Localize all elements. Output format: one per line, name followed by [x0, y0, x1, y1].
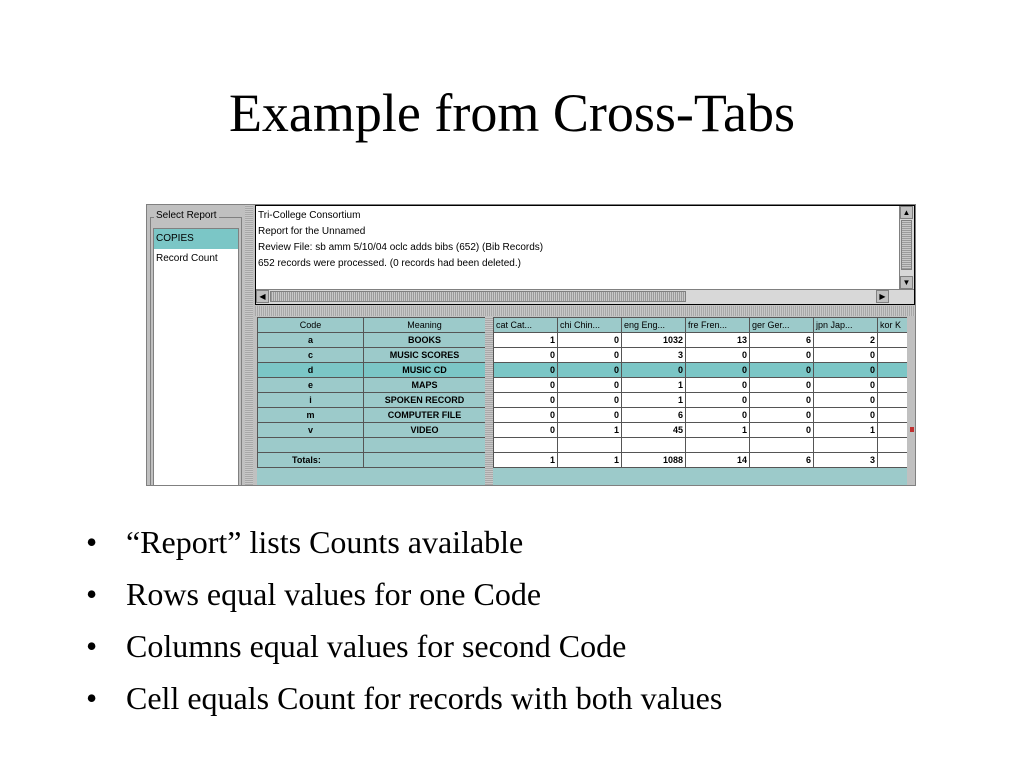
- totals-label: Totals:: [258, 453, 364, 468]
- column-header-jpn[interactable]: jpn Jap...: [814, 318, 878, 333]
- count-cell: 0: [494, 378, 558, 393]
- table-row[interactable]: [494, 393, 908, 408]
- total-cell: 1: [558, 453, 622, 468]
- count-cell: 0: [814, 348, 878, 363]
- blank-cell: [750, 438, 814, 453]
- meaning-cell: COMPUTER FILE: [364, 408, 486, 423]
- slide-title: Example from Cross-Tabs: [228, 83, 796, 143]
- column-header-chi[interactable]: chi Chin...: [558, 318, 622, 333]
- bullet-dot: •: [86, 576, 98, 612]
- count-cell: 0: [558, 363, 622, 378]
- bullet-item: [86, 620, 722, 672]
- count-cell: 0: [814, 363, 878, 378]
- count-cell: [878, 348, 908, 363]
- column-header-fre[interactable]: fre Fren...: [686, 318, 750, 333]
- report-header-text: [258, 208, 892, 272]
- header-horizontal-scrollbar[interactable]: [256, 289, 914, 304]
- count-cell: 0: [750, 423, 814, 438]
- table-row[interactable]: [494, 378, 908, 393]
- scroll-down-arrow-icon[interactable]: ▼: [900, 276, 913, 289]
- blank-cell: [364, 438, 486, 453]
- count-cell: 1: [558, 423, 622, 438]
- bullet-dot: •: [86, 628, 98, 664]
- blank-cell: [258, 438, 364, 453]
- count-cell: 1: [814, 423, 878, 438]
- totals-row: [494, 453, 908, 468]
- grid-splitter[interactable]: [485, 317, 493, 486]
- blank-cell: [686, 438, 750, 453]
- blank-cell: [622, 438, 686, 453]
- count-cell: 0: [558, 393, 622, 408]
- total-cell: 1088: [622, 453, 686, 468]
- count-cell: 1: [622, 393, 686, 408]
- blank-cell: [494, 438, 558, 453]
- count-cell: 0: [686, 378, 750, 393]
- table-row[interactable]: [258, 393, 486, 408]
- report-item-copies[interactable]: COPIES: [154, 229, 238, 249]
- count-cell: 0: [494, 363, 558, 378]
- count-cell: 0: [750, 408, 814, 423]
- code-cell: d: [258, 363, 364, 378]
- report-item-record-count[interactable]: Record Count: [156, 253, 218, 264]
- count-cell: 0: [814, 393, 878, 408]
- count-cell: [878, 363, 908, 378]
- column-header-kor[interactable]: kor K: [878, 318, 908, 333]
- scroll-left-arrow-icon[interactable]: ◀: [256, 290, 269, 303]
- total-cell: [878, 453, 908, 468]
- table-row[interactable]: [258, 423, 486, 438]
- count-cell: 1: [622, 378, 686, 393]
- count-cell: 0: [494, 423, 558, 438]
- report-list[interactable]: [153, 228, 239, 486]
- meaning-cell: SPOKEN RECORD: [364, 393, 486, 408]
- count-cell: 1: [686, 423, 750, 438]
- count-cell: 1032: [622, 333, 686, 348]
- count-cell: 0: [686, 348, 750, 363]
- bullet-text: Rows equal values for one Code: [126, 576, 542, 612]
- header-vertical-scrollbar[interactable]: [899, 206, 914, 290]
- count-cell: 1: [494, 333, 558, 348]
- count-cell: 0: [750, 378, 814, 393]
- blank-cell: [364, 453, 486, 468]
- table-row[interactable]: [258, 378, 486, 393]
- count-cell: 0: [686, 393, 750, 408]
- count-cell: [878, 333, 908, 348]
- table-row-selected[interactable]: [494, 363, 908, 378]
- column-header-eng[interactable]: eng Eng...: [622, 318, 686, 333]
- resize-marker: [910, 427, 914, 432]
- vertical-splitter[interactable]: [245, 205, 253, 486]
- total-cell: 14: [686, 453, 750, 468]
- count-cell: 0: [494, 408, 558, 423]
- count-cell: 0: [686, 408, 750, 423]
- code-cell: a: [258, 333, 364, 348]
- code-cell: e: [258, 378, 364, 393]
- count-cell: 2: [814, 333, 878, 348]
- blank-cell: [558, 438, 622, 453]
- select-report-panel: [147, 205, 245, 486]
- count-cell: 6: [622, 408, 686, 423]
- column-header-meaning[interactable]: Meaning: [364, 318, 486, 333]
- header-line-report: Report for the Unnamed: [258, 226, 366, 237]
- header-line-review-file: Review File: sb amm 5/10/04 oclc adds bibs (652) (Bib Records): [258, 242, 544, 253]
- column-header-code[interactable]: Code: [258, 318, 364, 333]
- bullet-text: “Report” lists Counts available: [126, 524, 524, 560]
- count-cell: 13: [686, 333, 750, 348]
- bullet-text: Cell equals Count for records with both values: [126, 680, 723, 716]
- blank-cell: [814, 438, 878, 453]
- bullet-item: [86, 516, 722, 568]
- select-report-label: Select Report: [156, 210, 217, 221]
- count-grid: [493, 317, 907, 486]
- table-row[interactable]: [494, 348, 908, 363]
- crosstab-window: [146, 204, 916, 486]
- bullet-dot: •: [86, 680, 98, 716]
- code-cell: v: [258, 423, 364, 438]
- horizontal-scroll-thumb[interactable]: [270, 291, 686, 302]
- count-cell: 3: [622, 348, 686, 363]
- total-cell: 1: [494, 453, 558, 468]
- count-cell: 0: [558, 348, 622, 363]
- table-row[interactable]: [258, 408, 486, 423]
- code-cell: i: [258, 393, 364, 408]
- count-cell: 0: [558, 408, 622, 423]
- table-row[interactable]: [258, 348, 486, 363]
- total-cell: 3: [814, 453, 878, 468]
- count-cell: [878, 423, 908, 438]
- count-cell: 0: [814, 378, 878, 393]
- table-row-blank: [258, 438, 486, 453]
- bullet-list: [86, 516, 722, 724]
- code-cell: m: [258, 408, 364, 423]
- scroll-right-arrow-icon[interactable]: ▶: [876, 290, 889, 303]
- total-cell: 6: [750, 453, 814, 468]
- meaning-cell: MUSIC SCORES: [364, 348, 486, 363]
- column-header-ger[interactable]: ger Ger...: [750, 318, 814, 333]
- table-row[interactable]: [494, 408, 908, 423]
- column-header-cat[interactable]: cat Cat...: [494, 318, 558, 333]
- vertical-scroll-thumb[interactable]: [901, 220, 912, 270]
- bullet-dot: •: [86, 524, 98, 560]
- table-row-blank: [494, 438, 908, 453]
- table-row-selected[interactable]: [258, 363, 486, 378]
- count-cell: 0: [750, 348, 814, 363]
- count-cell: 0: [622, 363, 686, 378]
- horizontal-splitter[interactable]: [255, 306, 916, 316]
- count-cell: 0: [494, 393, 558, 408]
- header-line-records: 652 records were processed. (0 records had been deleted.): [258, 258, 521, 269]
- table-row[interactable]: [494, 423, 908, 438]
- count-cell: 45: [622, 423, 686, 438]
- count-cell: 0: [558, 378, 622, 393]
- count-cell: 6: [750, 333, 814, 348]
- count-cell: [878, 393, 908, 408]
- meaning-cell: BOOKS: [364, 333, 486, 348]
- count-cell: 0: [686, 363, 750, 378]
- count-cell: 0: [750, 393, 814, 408]
- bullet-item: [86, 568, 722, 620]
- report-header-pane: [255, 205, 915, 305]
- blank-cell: [878, 438, 908, 453]
- meaning-cell: MUSIC CD: [364, 363, 486, 378]
- count-cell: [878, 378, 908, 393]
- count-cell: 0: [814, 408, 878, 423]
- table-row[interactable]: [258, 333, 486, 348]
- scroll-up-arrow-icon[interactable]: ▲: [900, 206, 913, 219]
- count-cell: 0: [750, 363, 814, 378]
- row-code-grid: [257, 317, 493, 486]
- count-cell: 0: [494, 348, 558, 363]
- count-cell: [878, 408, 908, 423]
- totals-row: [258, 453, 486, 468]
- meaning-cell: VIDEO: [364, 423, 486, 438]
- table-row[interactable]: [494, 333, 908, 348]
- meaning-cell: MAPS: [364, 378, 486, 393]
- header-line-institution: Tri-College Consortium: [258, 210, 361, 221]
- count-cell: 0: [558, 333, 622, 348]
- code-cell: c: [258, 348, 364, 363]
- bullet-item: [86, 672, 722, 724]
- bullet-text: Columns equal values for second Code: [126, 628, 627, 664]
